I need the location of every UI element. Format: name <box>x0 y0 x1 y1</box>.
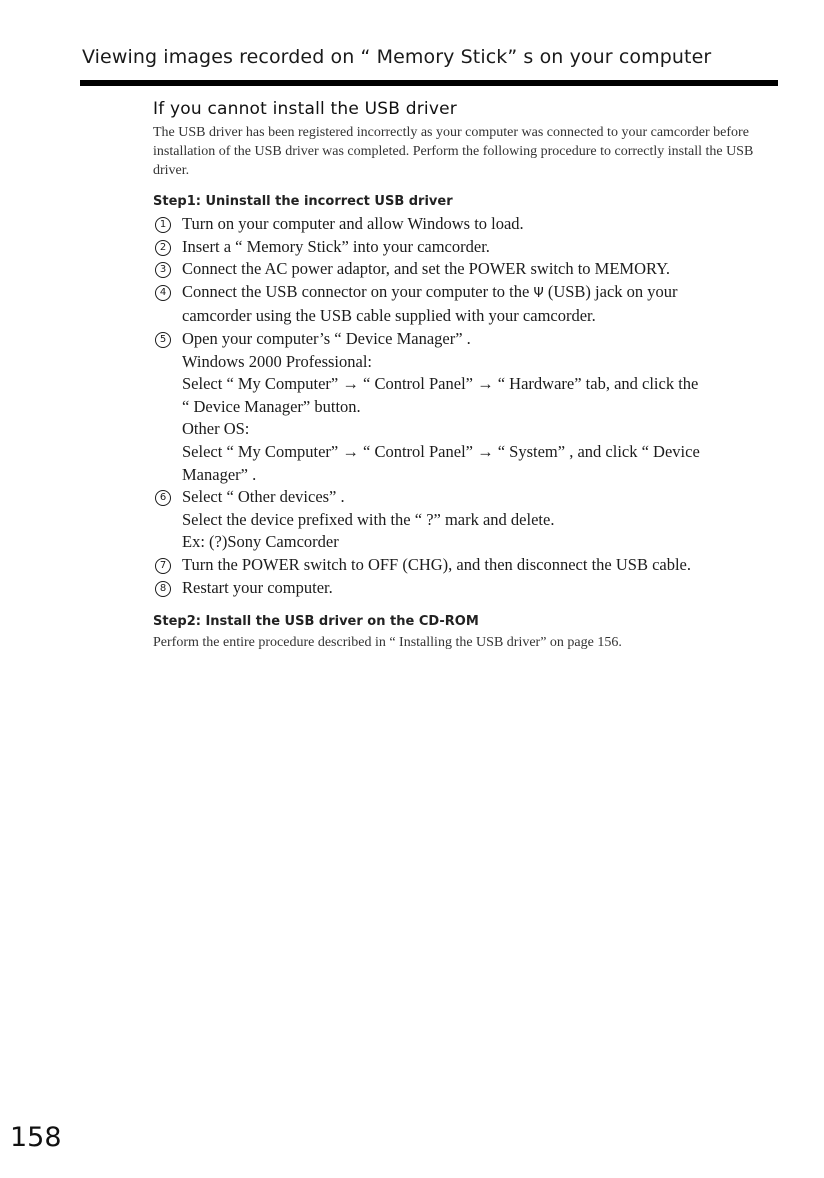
step-item-4 <box>153 281 783 328</box>
step-item-6 <box>153 486 783 554</box>
section-intro: The USB driver has been registered incorrectly as your computer was connected to your camcorder before installation of the USB driver was completed. Perform the following procedure to correctly install the USB driver. <box>153 125 754 178</box>
step-text-part: Connect the USB connector on your computer to the <box>182 281 530 301</box>
usb-icon: Ψ <box>533 285 544 301</box>
step-item-1 <box>153 213 783 236</box>
step-text <box>182 281 783 306</box>
step-text: Select “ My Computer” → “ Control Panel” → “ System” , and click “ Device <box>182 441 700 461</box>
step-number-3: 3 <box>155 262 171 278</box>
step-text: Manager” . <box>182 464 257 484</box>
step-number-6: 6 <box>155 490 171 506</box>
step-text: Other OS: <box>182 419 250 439</box>
step-text: Turn on your computer and allow Windows to load. <box>182 214 524 233</box>
step-item-8 <box>153 577 783 600</box>
header-rule <box>80 80 778 86</box>
step-text: “ Device Manager” button. <box>182 396 361 416</box>
step-text: Select “ Other devices” . <box>182 487 345 507</box>
step-text: Insert a “ Memory Stick” into your camcorder. <box>182 236 490 256</box>
step2-heading: Step2: Install the USB driver on the CD-ROM <box>153 614 479 630</box>
step-number-5: 5 <box>155 332 171 348</box>
step1-list <box>153 213 783 599</box>
step-item-2 <box>153 236 783 259</box>
section-title: If you cannot install the USB driver <box>153 99 457 119</box>
step-number-1: 1 <box>155 217 171 233</box>
step-text: Select the device prefixed with the “ ?” mark and delete. <box>182 509 555 529</box>
step-text: Connect the AC power adaptor, and set the POWER switch to MEMORY. <box>182 259 671 279</box>
step-text: Ex: (?)Sony Camcorder <box>182 532 339 552</box>
step-item-5 <box>153 328 783 486</box>
step2-text: Perform the entire procedure described in “ Installing the USB driver” on page 156. <box>153 635 622 651</box>
step-number-4: 4 <box>155 285 171 301</box>
step-text: Open your computer’s “ Device Manager” . <box>182 328 471 348</box>
page-number: 158 <box>10 1122 62 1153</box>
step1-heading: Step1: Uninstall the incorrect USB driver <box>153 194 453 209</box>
main-content <box>153 99 783 652</box>
step-text: Windows 2000 Professional: <box>182 351 372 371</box>
step-number-2: 2 <box>155 240 171 256</box>
step-text: Turn the POWER switch to OFF (CHG), and then disconnect the USB cable. <box>182 554 692 574</box>
step-item-3 <box>153 258 783 281</box>
step-text: Restart your computer. <box>182 577 333 597</box>
step-number-8: 8 <box>155 581 171 597</box>
step-item-7 <box>153 554 783 577</box>
step-text-part: (USB) jack on your <box>547 281 678 301</box>
step-text: camcorder using the USB cable supplied with your camcorder. <box>182 306 596 326</box>
step-number-7: 7 <box>155 558 171 574</box>
page-header-title: Viewing images recorded on “ Memory Stick” s on your computer <box>82 46 712 68</box>
step-text: Select “ My Computer” → “ Control Panel” → “ Hardware” tab, and click the <box>182 374 699 394</box>
